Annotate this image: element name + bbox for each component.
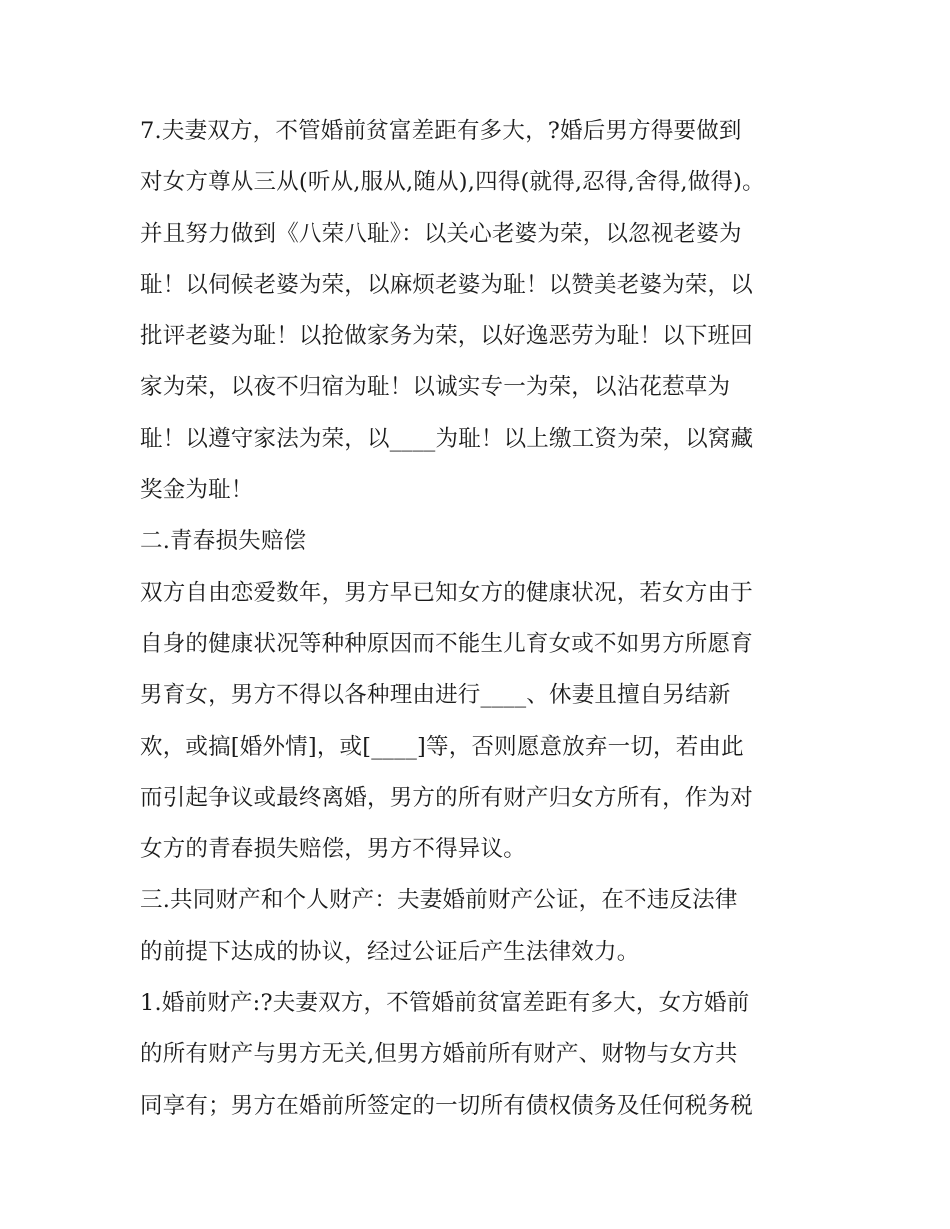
text-line: 的所有财产与男方无关,但男方婚前所有财产、财物与女方共 bbox=[140, 1041, 738, 1068]
text-line: 家为荣，以夜不归宿为耻！以诚实专一为荣，以沾花惹草为 bbox=[140, 374, 731, 401]
text-line: 批评老婆为耻！以抢做家务为荣，以好逸恶劳为耻！以下班回 bbox=[140, 323, 753, 350]
text-line: 1.婚前财产:?夫妻双方，不管婚前贫富差距有多大，女方婚前 bbox=[140, 990, 750, 1017]
text-line: 欢，或搞[婚外情]，或[____]等，否则愿意放弃一切，若由此 bbox=[140, 733, 744, 760]
text-line: 7.夫妻双方，不管婚前贫富差距有多大，?婚后男方得要做到 bbox=[140, 118, 742, 144]
text-line: 并且努力做到《八荣八耻》：以关心老婆为荣，以忽视老婆为 bbox=[140, 220, 742, 247]
text-line: 耻！以伺候老婆为荣，以麻烦老婆为耻！以赞美老婆为荣，以 bbox=[140, 271, 753, 298]
text-line: 同享有；男方在婚前所签定的一切所有债权债务及任何税务税 bbox=[140, 1092, 753, 1119]
text-line: 奖金为耻！ bbox=[140, 477, 254, 504]
document-body bbox=[140, 106, 820, 1132]
text-line: 耻！以遵守家法为荣，以____为耻！以上缴工资为荣，以窝藏 bbox=[140, 425, 754, 452]
section-heading: 三.共同财产和个人财产：夫妻婚前财产公证，在不违反法律 bbox=[140, 887, 738, 914]
text-line: 双方自由恋爱数年，男方早已知女方的健康状况，若女方由于 bbox=[140, 579, 753, 606]
text-line: 的前提下达成的协议，经过公证后产生法律效力。 bbox=[140, 938, 640, 965]
text-line: 而引起争议或最终离婚，男方的所有财产归女方所有，作为对 bbox=[140, 784, 753, 811]
text-line: 男育女，男方不得以各种理由进行____、休妻且擅自另结新 bbox=[140, 682, 731, 709]
section-heading: 二.青春损失赔偿 bbox=[140, 528, 307, 555]
text-line: 女方的青春损失赔偿，男方不得异议。 bbox=[140, 836, 526, 863]
text-line: 对女方尊从三从(听从,服从,随从),四得(就得,忍得,舍得,做得)。 bbox=[140, 169, 765, 196]
text-line: 自身的健康状况等种种原因而不能生儿育女或不如男方所愿育 bbox=[140, 630, 753, 657]
